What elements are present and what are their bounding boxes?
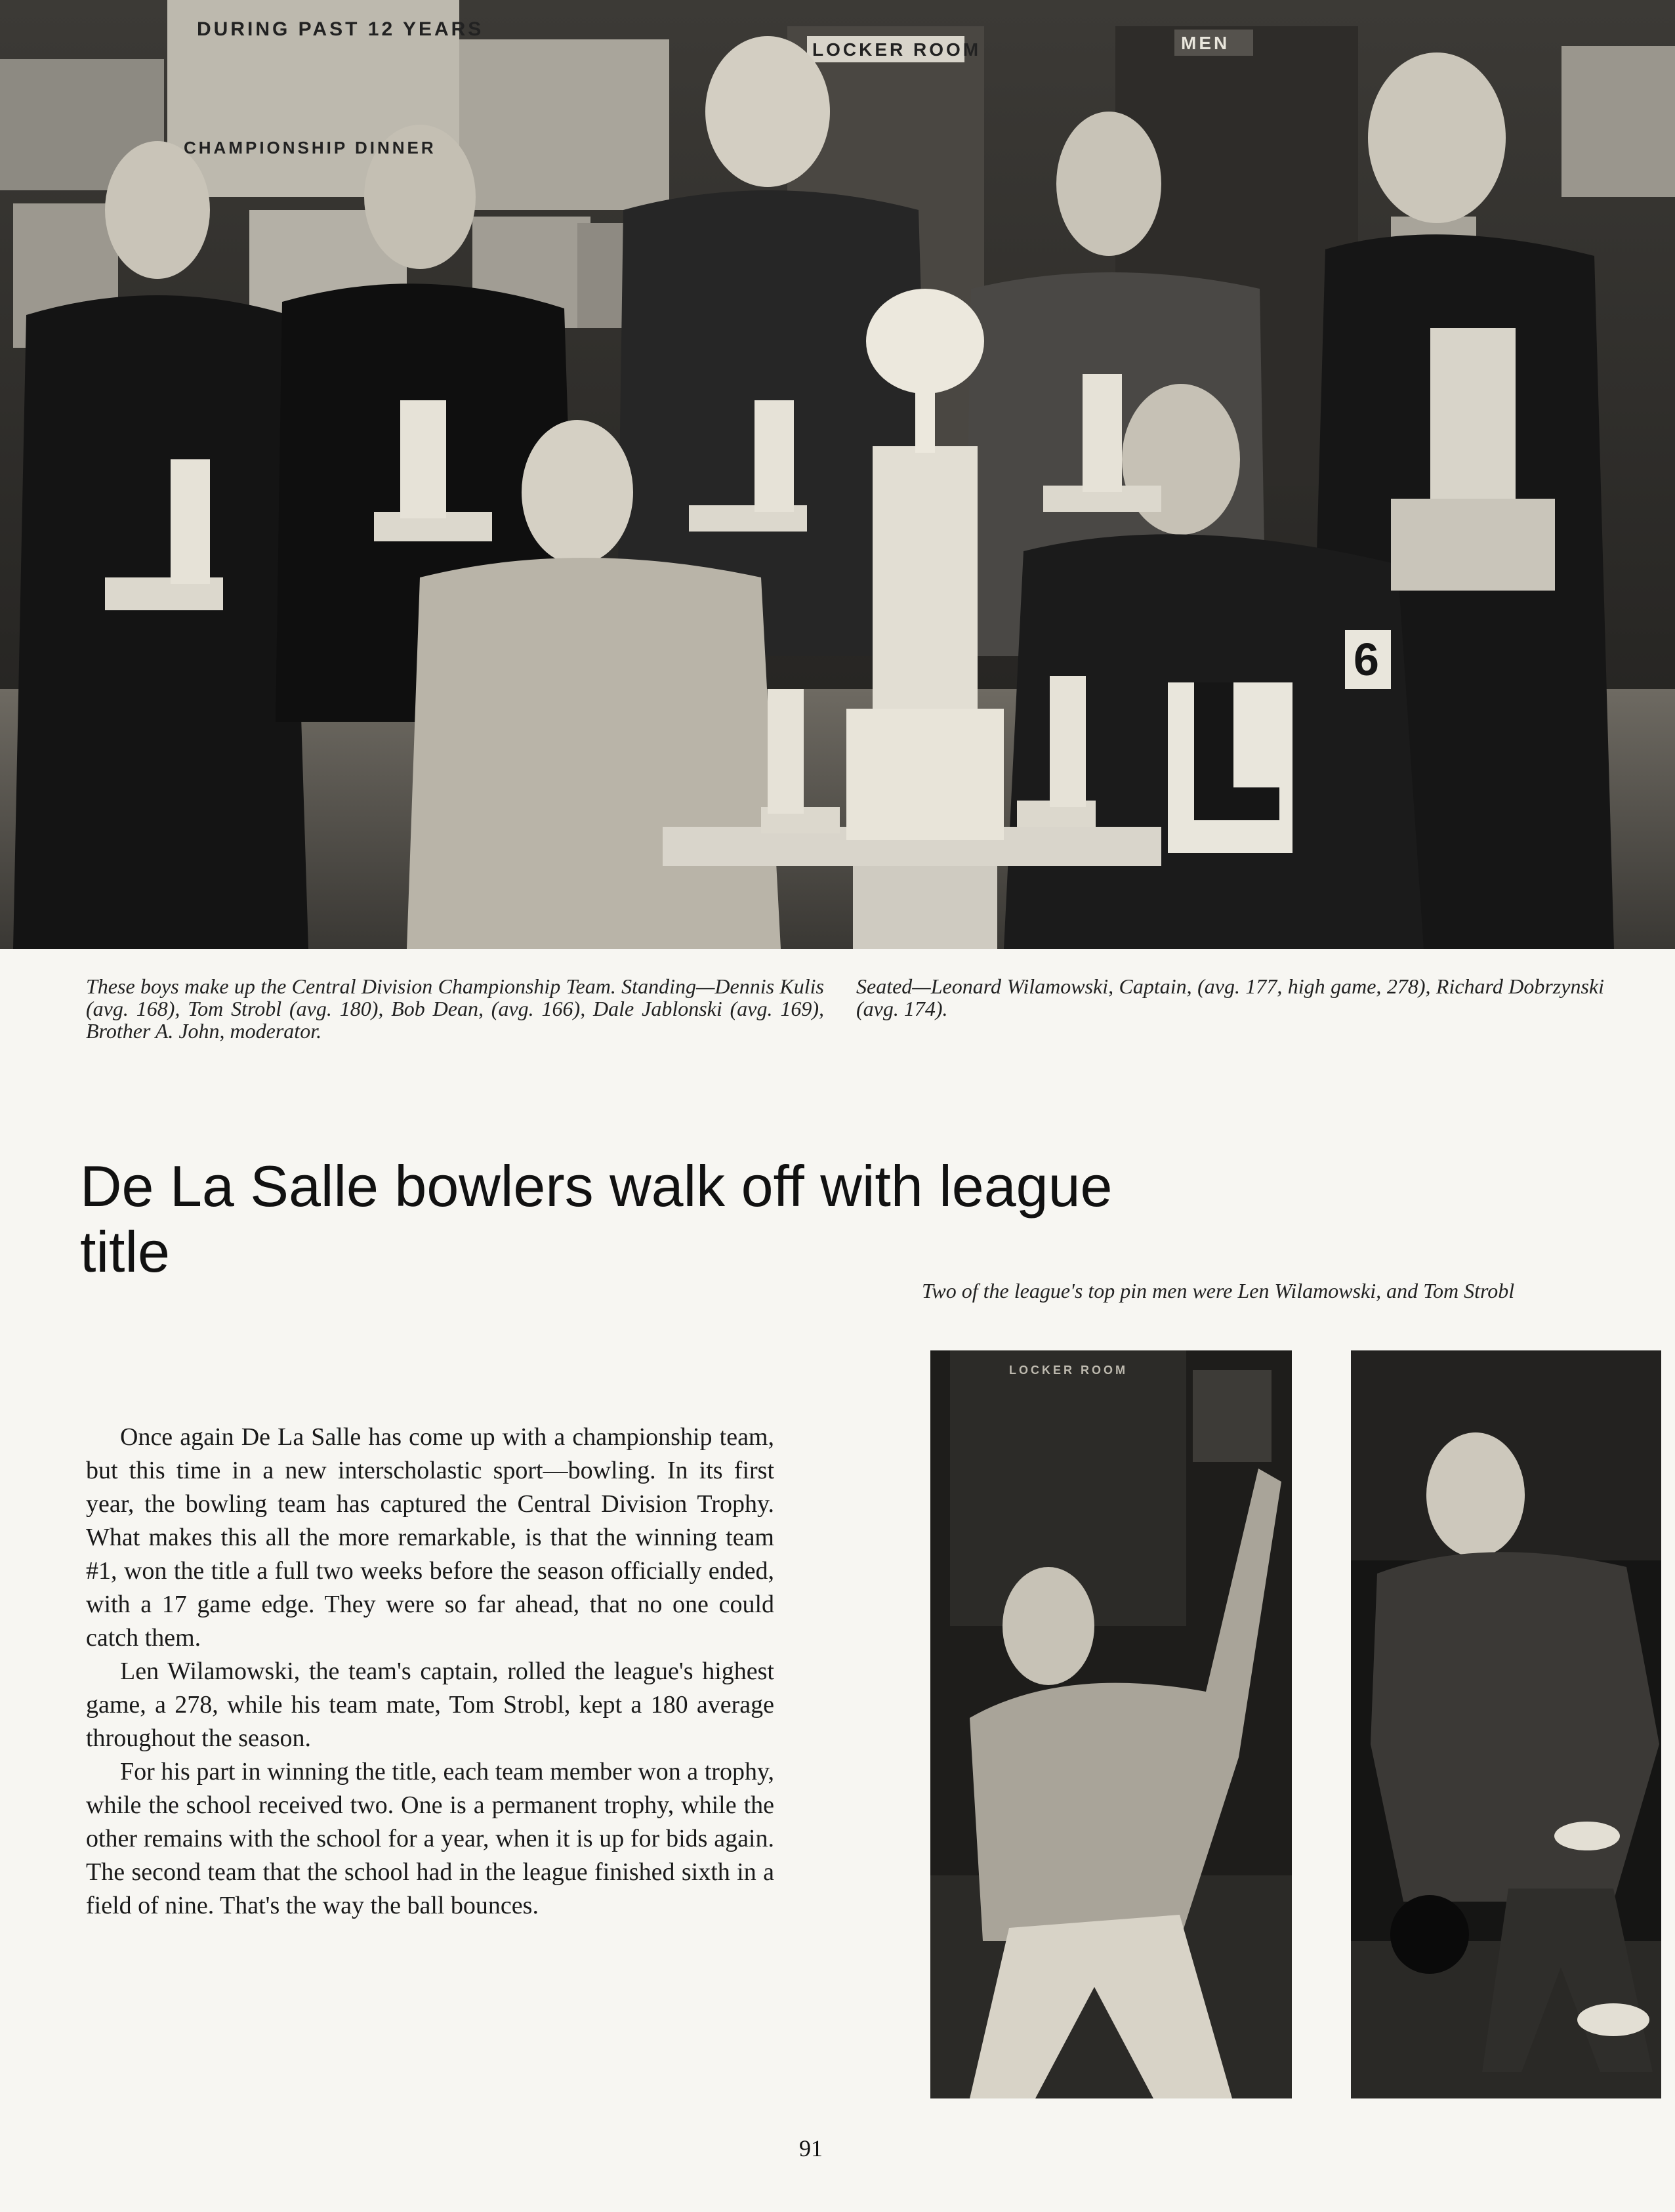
men-door-sign: MEN bbox=[1181, 33, 1230, 53]
sign-championship-text: CHAMPIONSHIP DINNER bbox=[184, 138, 436, 157]
article-paragraph: Len Wilamowski, the team's captain, rolled the league's highest game, a 278, while his team mate, Tom Strobl, kept a 180 average throughout the season. bbox=[86, 1658, 774, 1752]
article-paragraph: For his part in winning the title, each team member won a trophy, while the school received two. One is a permanent trophy, while the other remains with the school for a year, when it is up for bids again. The second team that the school had in the league finished sixth in a field of nine. That's the way the ball bounces. bbox=[86, 1758, 774, 1919]
small-photo-locker-sign: LOCKER ROOM bbox=[1009, 1364, 1128, 1377]
article-headline: De La Salle bowlers walk off with league title bbox=[80, 1154, 1113, 1284]
jersey-letter bbox=[1181, 676, 1184, 677]
team-photo-caption-left: These boys make up the Central Division Championship Team. Standing—Dennis Kulis (avg. 168), Tom Strobl (avg. 180), Bob Dean, (avg. 166), Dale Jablonski (avg. 169), Brother A. John, moderator. bbox=[86, 974, 824, 1043]
bowler-photo-strobl bbox=[1351, 1350, 1661, 2098]
team-photo-caption-right: Seated—Leonard Wilamowski, Captain, (avg. 177, high game, 278), Richard Dobrzynski (avg. 174). bbox=[856, 974, 1604, 1020]
article-paragraph: Once again De La Salle has come up with a championship team, but this time in a new interscholastic sport—bowling. In its first year, the bowling team has captured the Central Division Trophy. What makes this all the more remarkable, is that the winning team #1, won the title a full two weeks before the season officially ended, with a 17 game edge. They were so far ahead, that no one could catch them. bbox=[86, 1423, 774, 1652]
sign-banner-text: DURING PAST 12 YEARS bbox=[197, 18, 484, 40]
page-number: 91 bbox=[799, 2135, 823, 2161]
bowler-photos-caption: Two of the league's top pin men were Len Wilamowski, and Tom Strobl bbox=[922, 1279, 1515, 1303]
bowler-photo-strobl-illustration bbox=[1351, 1350, 1661, 2098]
team-photo bbox=[0, 0, 1675, 949]
bowler-photo-wilamowski-illustration bbox=[930, 1350, 1292, 2098]
jersey-number: 6 bbox=[1354, 634, 1382, 685]
bowler-photo-wilamowski bbox=[930, 1350, 1292, 2098]
article-body bbox=[86, 1421, 774, 1923]
locker-room-sign: LOCKER ROOM bbox=[812, 39, 982, 60]
